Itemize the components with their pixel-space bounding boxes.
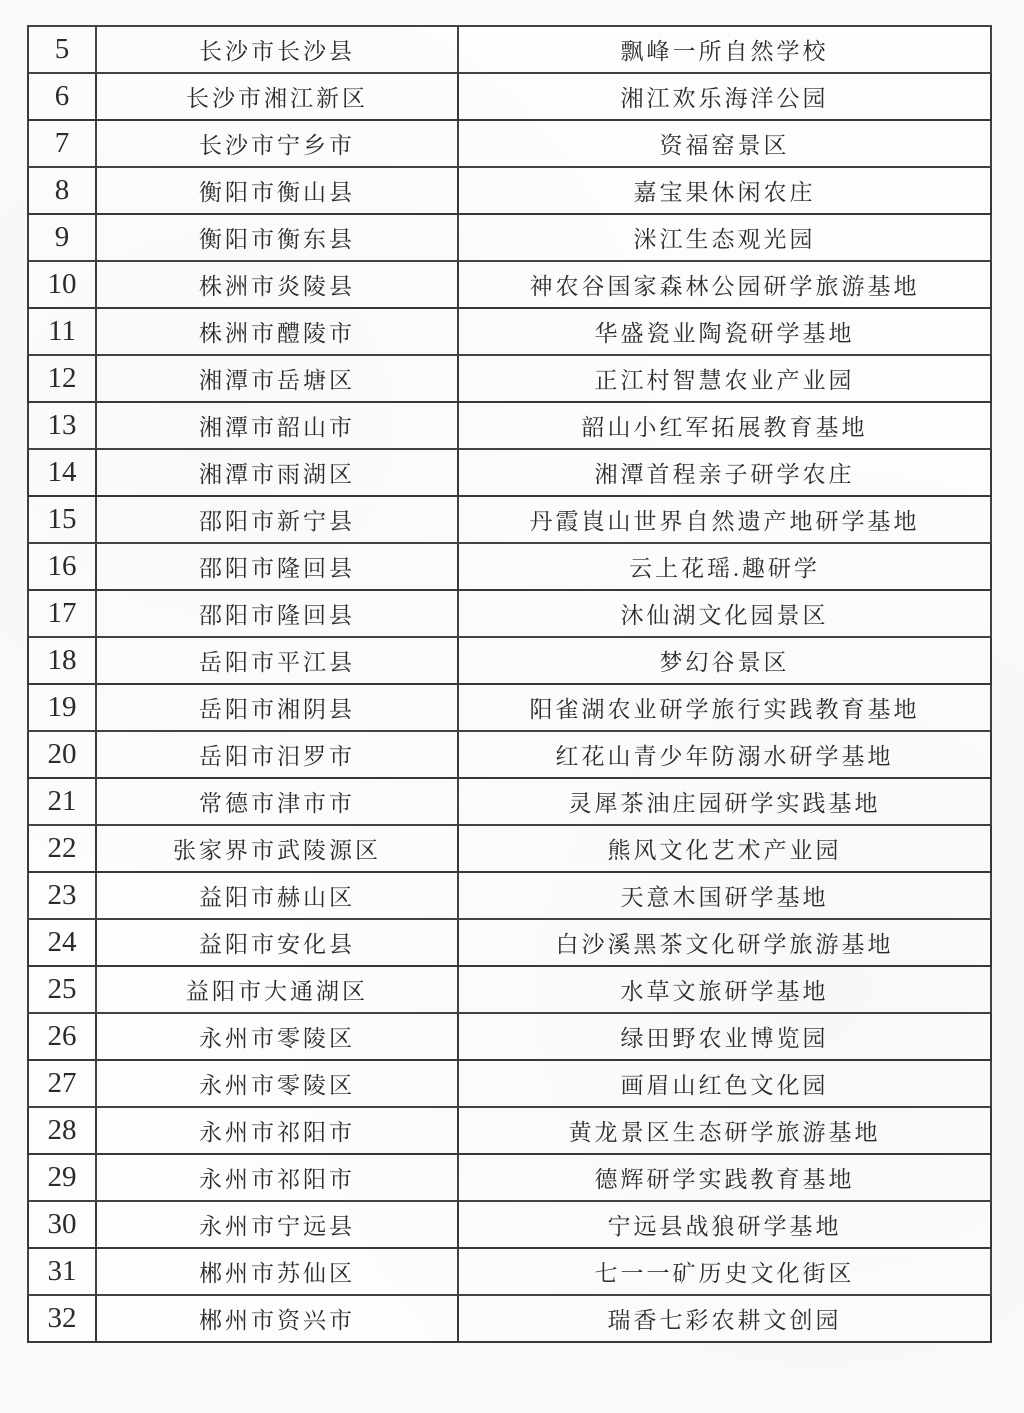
row-number-cell: 27	[28, 1060, 96, 1107]
site-name-cell: 画眉山红色文化园	[458, 1060, 991, 1107]
region-cell: 永州市祁阳市	[96, 1107, 458, 1154]
row-number-cell: 9	[28, 214, 96, 261]
site-name-cell: 红花山青少年防溺水研学基地	[458, 731, 991, 778]
table-row	[28, 449, 991, 496]
site-name-cell: 绿田野农业博览园	[458, 1013, 991, 1060]
region-cell: 长沙市长沙县	[96, 26, 458, 73]
table-row	[28, 214, 991, 261]
row-number-cell: 13	[28, 402, 96, 449]
region-cell: 湘潭市雨湖区	[96, 449, 458, 496]
region-cell: 岳阳市汨罗市	[96, 731, 458, 778]
site-name-cell: 梦幻谷景区	[458, 637, 991, 684]
site-name-cell: 飘峰一所自然学校	[458, 26, 991, 73]
site-name-cell: 洣江生态观光园	[458, 214, 991, 261]
region-cell: 益阳市安化县	[96, 919, 458, 966]
region-cell: 邵阳市新宁县	[96, 496, 458, 543]
table-row	[28, 496, 991, 543]
region-cell: 株洲市醴陵市	[96, 308, 458, 355]
region-cell: 永州市宁远县	[96, 1201, 458, 1248]
row-number-cell: 25	[28, 966, 96, 1013]
site-name-cell: 嘉宝果休闲农庄	[458, 167, 991, 214]
table-row	[28, 872, 991, 919]
table-row	[28, 1013, 991, 1060]
site-name-cell: 白沙溪黑茶文化研学旅游基地	[458, 919, 991, 966]
row-number-cell: 7	[28, 120, 96, 167]
table-row	[28, 73, 991, 120]
region-cell: 郴州市苏仙区	[96, 1248, 458, 1295]
table-body	[28, 26, 991, 1342]
site-name-cell: 沐仙湖文化园景区	[458, 590, 991, 637]
row-number-cell: 29	[28, 1154, 96, 1201]
row-number-cell: 32	[28, 1295, 96, 1342]
document-table	[27, 25, 992, 1343]
region-cell: 永州市零陵区	[96, 1013, 458, 1060]
region-cell: 常德市津市市	[96, 778, 458, 825]
row-number-cell: 10	[28, 261, 96, 308]
site-name-cell: 丹霞崀山世界自然遗产地研学基地	[458, 496, 991, 543]
table-row	[28, 402, 991, 449]
row-number-cell: 11	[28, 308, 96, 355]
site-name-cell: 七一一矿历史文化街区	[458, 1248, 991, 1295]
site-name-cell: 德辉研学实践教育基地	[458, 1154, 991, 1201]
site-name-cell: 湘潭首程亲子研学农庄	[458, 449, 991, 496]
site-name-cell: 熊风文化艺术产业园	[458, 825, 991, 872]
row-number-cell: 6	[28, 73, 96, 120]
site-name-cell: 宁远县战狼研学基地	[458, 1201, 991, 1248]
table-row	[28, 26, 991, 73]
site-name-cell: 阳雀湖农业研学旅行实践教育基地	[458, 684, 991, 731]
row-number-cell: 22	[28, 825, 96, 872]
table-row	[28, 543, 991, 590]
table-row	[28, 355, 991, 402]
table-row	[28, 684, 991, 731]
table-row	[28, 919, 991, 966]
row-number-cell: 19	[28, 684, 96, 731]
site-name-cell: 神农谷国家森林公园研学旅游基地	[458, 261, 991, 308]
table-row	[28, 966, 991, 1013]
row-number-cell: 24	[28, 919, 96, 966]
row-number-cell: 30	[28, 1201, 96, 1248]
table-row	[28, 637, 991, 684]
row-number-cell: 14	[28, 449, 96, 496]
row-number-cell: 31	[28, 1248, 96, 1295]
site-name-cell: 瑞香七彩农耕文创园	[458, 1295, 991, 1342]
table-row	[28, 825, 991, 872]
site-name-cell: 天意木国研学基地	[458, 872, 991, 919]
site-name-cell: 灵犀茶油庄园研学实践基地	[458, 778, 991, 825]
region-cell: 长沙市宁乡市	[96, 120, 458, 167]
region-cell: 益阳市大通湖区	[96, 966, 458, 1013]
region-cell: 益阳市赫山区	[96, 872, 458, 919]
table-row	[28, 1201, 991, 1248]
site-name-cell: 韶山小红军拓展教育基地	[458, 402, 991, 449]
row-number-cell: 26	[28, 1013, 96, 1060]
table-row	[28, 1295, 991, 1342]
region-cell: 衡阳市衡东县	[96, 214, 458, 261]
region-cell: 永州市零陵区	[96, 1060, 458, 1107]
region-cell: 邵阳市隆回县	[96, 590, 458, 637]
site-name-cell: 湘江欢乐海洋公园	[458, 73, 991, 120]
table-row	[28, 778, 991, 825]
region-cell: 邵阳市隆回县	[96, 543, 458, 590]
row-number-cell: 8	[28, 167, 96, 214]
table-row	[28, 167, 991, 214]
table-row	[28, 590, 991, 637]
row-number-cell: 17	[28, 590, 96, 637]
region-cell: 郴州市资兴市	[96, 1295, 458, 1342]
table-row	[28, 261, 991, 308]
region-cell: 永州市祁阳市	[96, 1154, 458, 1201]
row-number-cell: 21	[28, 778, 96, 825]
region-cell: 岳阳市湘阴县	[96, 684, 458, 731]
region-cell: 张家界市武陵源区	[96, 825, 458, 872]
region-cell: 衡阳市衡山县	[96, 167, 458, 214]
row-number-cell: 15	[28, 496, 96, 543]
row-number-cell: 28	[28, 1107, 96, 1154]
region-cell: 湘潭市韶山市	[96, 402, 458, 449]
table-row	[28, 1154, 991, 1201]
row-number-cell: 5	[28, 26, 96, 73]
region-cell: 岳阳市平江县	[96, 637, 458, 684]
row-number-cell: 16	[28, 543, 96, 590]
row-number-cell: 23	[28, 872, 96, 919]
table-row	[28, 731, 991, 778]
row-number-cell: 12	[28, 355, 96, 402]
site-name-cell: 云上花瑶.趣研学	[458, 543, 991, 590]
region-cell: 株洲市炎陵县	[96, 261, 458, 308]
row-number-cell: 18	[28, 637, 96, 684]
site-name-cell: 华盛瓷业陶瓷研学基地	[458, 308, 991, 355]
table-row	[28, 308, 991, 355]
site-name-cell: 资福窑景区	[458, 120, 991, 167]
table-row	[28, 1107, 991, 1154]
table-row	[28, 1248, 991, 1295]
region-cell: 长沙市湘江新区	[96, 73, 458, 120]
site-name-cell: 黄龙景区生态研学旅游基地	[458, 1107, 991, 1154]
table-row	[28, 1060, 991, 1107]
row-number-cell: 20	[28, 731, 96, 778]
region-cell: 湘潭市岳塘区	[96, 355, 458, 402]
table-row	[28, 120, 991, 167]
site-name-cell: 水草文旅研学基地	[458, 966, 991, 1013]
site-name-cell: 正江村智慧农业产业园	[458, 355, 991, 402]
